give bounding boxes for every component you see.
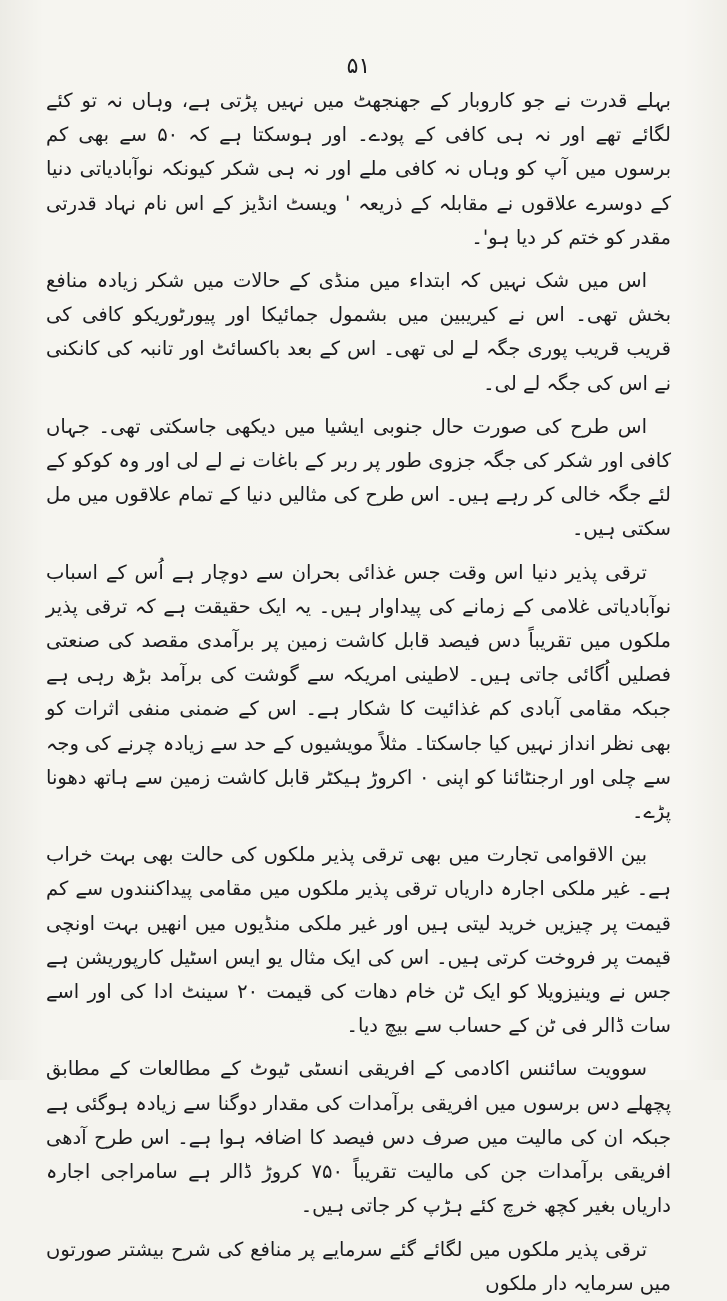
paragraph-2: اس میں شک نہیں کہ ابتداء میں منڈی کے حالات میں شکر زیادہ منافع بخش تھی۔ اس نے کیریبین میں بشمول جمائیکا اور پیورٹوریکو کافی کی قریب قریب پوری جگہ لے لی تھی۔ اس کے بعد باکسائٹ اور تانبہ کی کانکنی نے اس کی جگہ لے لی۔: [46, 269, 671, 395]
paragraph-5: بین الاقوامی تجارت میں بھی ترقی پذیر ملکوں کی حالت بھی بہت خراب ہے۔ غیر ملکی اجارہ داریاں ترقی پذیر ملکوں میں مقامی پیداکنندوں سے کم قیمت پر چیزیں خرید لیتی ہیں اور غیر ملکی منڈیوں میں انھیں بہت اونچی قیمت پر فروخت کرتی ہیں۔ اس کی ایک مثال یو ایس اسٹیل کارپوریشن ہے جس نے وینیزویلا کو ایک ٹن خام دھات کی قیمت ۲۰ سینٹ ادا کی اور اسے سات ڈالر فی ٹن کے حساب سے بیچ دیا۔: [46, 843, 671, 1038]
paragraph-1: بہلے قدرت نے جو کاروبار کے جھنجھٹ میں نہیں پڑتی ہے، وہاں نہ تو کئے لگائے تھے اور نہ ہی کافی کے پودے۔ اور ہوسکتا ہے کہ ۵۰ سے بھی کم برسوں میں آپ کو وہاں نہ کافی ملے اور نہ ہی شکر کیونکہ نوآبادیاتی دنیا کے دوسرے علاقوں نے مقابلہ کے ذریعہ ' ویسٹ انڈیز کے اس نام نہاد قدرتی مقدر کو ختم کر دیا ہو'۔: [46, 89, 671, 249]
paragraph-3: اس طرح کی صورت حال جنوبی ایشیا میں دیکھی جاسکتی تھی۔ جہاں کافی اور شکر کی جگہ جزوی طور پر ربر کے باغات نے لے لی اور وہ کوکو کے لئے جگہ خالی کر رہے ہیں۔ اس طرح کی مثالیں دنیا کے تمام علاقوں میں مل سکتی ہیں۔: [46, 414, 671, 541]
paragraph-6: سوویت سائنس اکادمی کے افریقی انسٹی ٹیوٹ کے مطالعات کے مطابق پچھلے دس برسوں میں افریقی برآمدات کی مقدار دوگنا سے زیادہ ہوگئی ہے جبکہ ان کی مالیت میں صرف دس فیصد کا اضافہ ہوا ہے۔ اس طرح آدھی افریقی برآمدات جن کی مالیت تقریباً ۷۵۰ کروڑ ڈالر ہے سامراجی اجارہ داریاں بغیر کچھ خرچ کئے ہڑپ کر جاتی ہیں۔: [46, 1057, 671, 1218]
paragraph-4: ترقی پذیر دنیا اس وقت جس غذائی بحران سے دوچار ہے اُس کے اسباب نوآبادیاتی غلامی کے زمانے کی پیداوار ہیں۔ یہ ایک حقیقت ہے کہ ترقی پذیر ملکوں میں تقریباً دس فیصد قابل کاشت زمین پر برآمدی مقصد کی صنعتی فصلیں اُگائی جاتی ہیں۔ لاطینی امریکہ سے گوشت کی برآمد بڑھ رہی ہے جبکہ مقامی آبادی کم غذائیت کا شکار ہے۔ اس کے ضمنی منفی اثرات کو بھی نظر انداز نہیں کیا جاسکتا۔ مثلاً مویشیوں کے حد سے زیادہ چرنے کی وجہ سے چلی اور ارجنٹائنا کو اپنی ۰ اکروڑ ہیکٹر قابل کاشت زمین سے ہاتھ دھونا پڑے۔: [46, 560, 671, 824]
paragraph-7: ترقی پذیر ملکوں میں لگائے گئے سرمایے پر منافع کی شرح بیشتر صورتوں میں سرمایہ دار ملکوں: [46, 1237, 671, 1295]
page-number: ۵۱: [346, 54, 371, 79]
